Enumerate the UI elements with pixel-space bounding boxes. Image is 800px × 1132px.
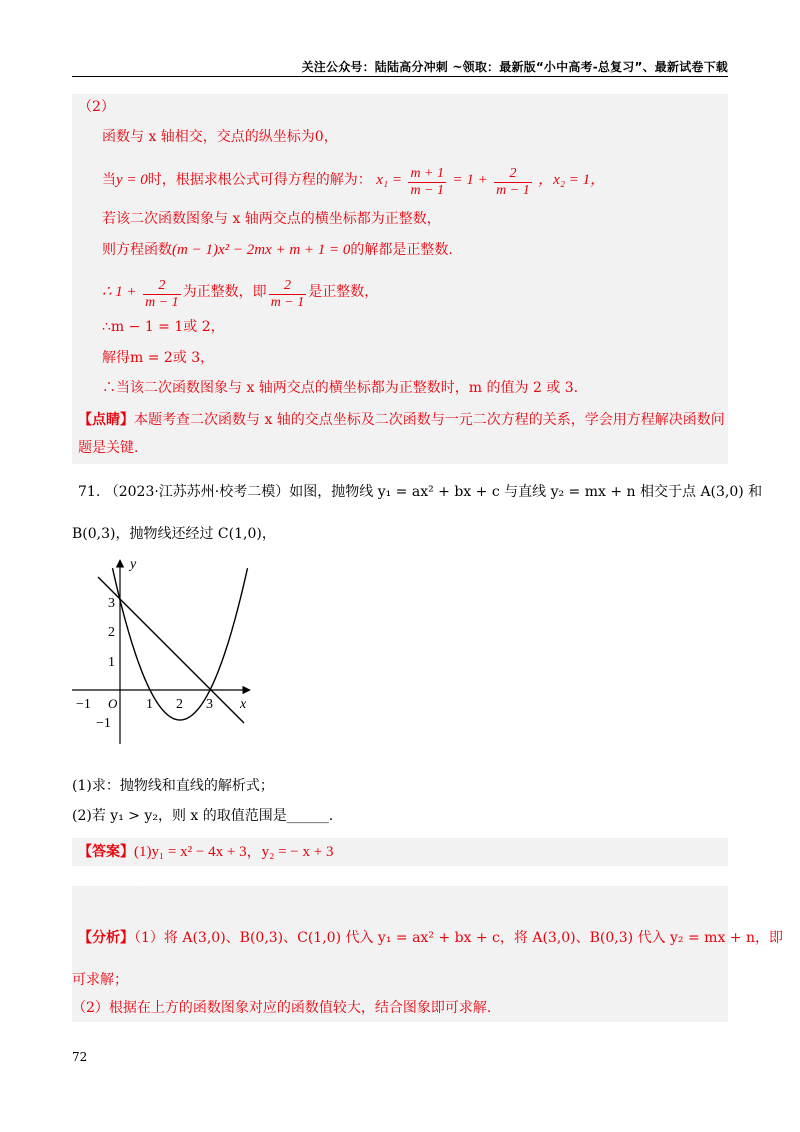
problem-number: 71.: [78, 484, 101, 500]
l2-x1: x₁ =: [376, 172, 402, 188]
l5-suffix: 是正整数，: [308, 284, 379, 300]
dianjing-tag: 【点睛】: [78, 412, 134, 428]
problem-line-2: B(0,3)，抛物线还经过 C(1,0)，: [72, 526, 276, 542]
l2-x2: ，x₂ = 1，: [538, 172, 606, 188]
dianjing-line-1: [78, 410, 725, 430]
fraction: $\frac{m + 1}{m - 1}$: [410, 166, 444, 198]
x-tick-neg1: −1: [76, 697, 91, 712]
l4-eq: (m − 1)x² − 2mx + m + 1 = 0: [172, 242, 351, 258]
analysis-line-1: [78, 928, 783, 948]
fraction: $\frac{2}{m - 1}$: [270, 278, 305, 310]
analysis-tag: 【分析】: [78, 930, 134, 946]
l4-suffix: 的解都是正整数.: [350, 242, 453, 258]
part-label: （2）: [78, 99, 115, 115]
y-tick-2: 2: [108, 625, 115, 640]
solution-line-7: 解得m = 2或 3，: [102, 350, 215, 366]
y-tick-1: 1: [108, 655, 115, 670]
dianjing-text-1: 本题考查二次函数与 x 轴的交点坐标及二次函数与一元二次方程的关系，学会用方程解决函数问: [134, 412, 725, 428]
analysis-line-3: （2）根据在上方的函数图象对应的函数值较大，结合图象即可求解.: [72, 1000, 492, 1016]
problem-line-1: [78, 482, 762, 502]
l2-prefix: 当: [102, 172, 116, 188]
header-rule: [72, 76, 728, 77]
l4-prefix: 则方程函数: [102, 242, 172, 258]
origin-label: O: [108, 696, 118, 711]
page-number: 72: [72, 1050, 88, 1064]
analysis-line-2: 可求解；: [72, 972, 128, 988]
y-tick-neg1: −1: [96, 716, 111, 731]
analysis-text-1: （1）将 A(3,0)、B(0,3)、C(1,0) 代入 y₁ = ax² + bx + c，将 A(3,0)、B(0,3) 代入 y₂ = mx + n，即: [134, 930, 783, 946]
fraction: $\frac{2}{m - 1}$: [145, 278, 179, 310]
solution-line-8: ∴当该二次函数图象与 x 轴两交点的横坐标都为正整数时，m 的值为 2 或 3.: [102, 380, 579, 396]
solution-line-6: ∴m − 1 = 1或 2，: [102, 319, 225, 335]
x-axis-label: x: [240, 697, 247, 712]
answer-tag: 【答案】: [78, 844, 134, 860]
y-axis-label: y: [130, 557, 137, 572]
solution-line-2: [102, 166, 605, 199]
x-tick-3: 3: [206, 697, 213, 712]
answer-1: (1)y₁ = x² − 4x + 3，y₂ = − x + 3: [134, 844, 334, 860]
solution-line-4: [102, 240, 453, 260]
fraction: $\frac{2}{m - 1}$: [496, 166, 530, 198]
question-2: (2)若 y₁ > y₂，则 x 的取值范围是______.: [72, 808, 334, 824]
solution-line-3: 若该二次函数图象与 x 轴两交点的横坐标都为正整数，: [102, 211, 441, 227]
x-tick-1: 1: [146, 697, 153, 712]
page-header: 关注公众号：陆陆高分冲刺 ~领取：最新版“小中高考-总复习”、最新试卷下载: [301, 60, 728, 74]
x-tick-2: 2: [176, 697, 183, 712]
problem-text-1: 如图，抛物线 y₁ = ax² + bx + c 与直线 y₂ = mx + n 相交于点 A(3,0) 和: [289, 484, 763, 500]
y-tick-3: 3: [108, 596, 115, 611]
function-graph: [68, 552, 268, 752]
dianjing-line-2: 题是关键.: [78, 440, 139, 456]
answer-line-1: [78, 842, 333, 862]
solution-line-1: 函数与 x 轴相交，交点的纵坐标为0，: [102, 129, 338, 145]
l2-text: 时，根据求根公式可得方程的解为：: [147, 172, 372, 188]
l2-eq: = 1 +: [452, 172, 488, 188]
problem-source: （2023·江苏苏州·校考二模）: [104, 484, 290, 500]
l5-prefix: ∴ 1 +: [102, 284, 137, 300]
l5-mid: 为正整数，即: [182, 284, 267, 300]
question-1: (1)求：抛物线和直线的解析式；: [72, 778, 274, 794]
l2-cond: y = 0: [116, 172, 148, 188]
solution-line-5: [102, 278, 378, 311]
